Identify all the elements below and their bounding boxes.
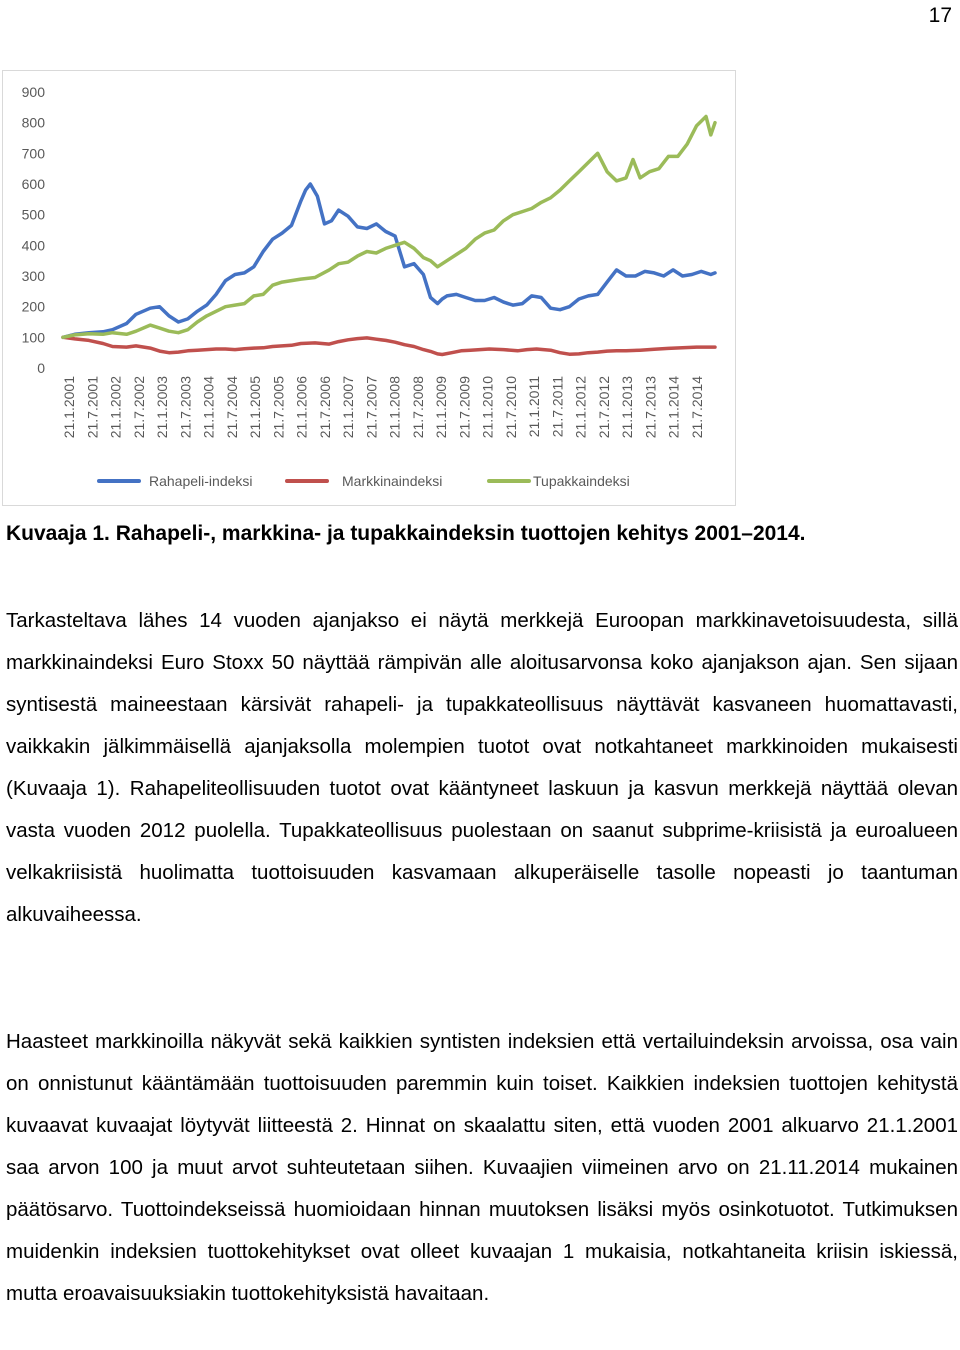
legend-label: Tupakkaindeksi [533, 473, 630, 489]
chart-area [2, 70, 736, 506]
legend-label: Markkinaindeksi [342, 473, 443, 489]
x-tick-label: 21.1.2008 [386, 376, 403, 439]
x-tick-label: 21.1.2013 [619, 376, 636, 439]
y-tick-label: 300 [21, 268, 45, 284]
series-line-2 [63, 337, 715, 354]
x-tick-label: 21.1.2014 [665, 376, 682, 439]
paragraph: Tarkasteltava lähes 14 vuoden ajanjakso ei näytä merkkejä Euroopan markkinavetoisuudesta, sillä markkinaindeksi Euro Stoxx 50 näyttää rämpivän alle aloitusarvonsa koko ajanjakson ajan. Sen sijaan syntisestä maineestaan kärsivät rahapeli- ja tupakkateollisuus näyttävät kasvaneen huomattavasti, vaikkakin jälkimmäisellä ajanjaksolla molempien tuotot ovat notkahtaneet markkinoiden mukaisesti (Kuvaaja 1). Rahapeliteollisuuden tuotot ovat kääntyneet laskuun ja kasvun merkkejä näyttää olevan vasta vuoden 2012 puolella. Tupakkateollisuus puolestaan on saanut subprime-kriisistä ja euroalueen velkakriisistä huolimatta tuottoisuuden kasvamaan alkuperäiselle tasolle nopeasti jo taantuman alkuvaiheessa. [6, 609, 958, 926]
x-tick-label: 21.7.2005 [270, 376, 287, 439]
y-tick-label: 400 [21, 237, 45, 254]
line-chart [3, 71, 735, 505]
y-tick-label: 200 [21, 298, 45, 315]
legend-label: Rahapeli-indeksi [149, 473, 253, 489]
x-tick-label: 21.1.2012 [572, 376, 589, 439]
x-tick-label: 21.7.2002 [130, 376, 147, 439]
x-tick-label: 21.7.2010 [502, 376, 519, 439]
series-line-3 [63, 117, 715, 338]
x-tick-label: 21.1.2011 [526, 376, 543, 438]
x-tick-label: 21.1.2007 [340, 376, 357, 439]
x-tick-label: 21.7.2014 [689, 376, 705, 439]
x-tick-label: 21.7.2011 [549, 376, 566, 438]
x-tick-label: 21.1.2002 [107, 376, 124, 439]
y-tick-label: 700 [21, 145, 45, 162]
x-tick-label: 21.1.2005 [247, 376, 264, 439]
x-tick-label: 21.7.2004 [223, 376, 240, 439]
y-tick-label: 800 [21, 114, 45, 131]
x-tick-label: 21.1.2003 [154, 376, 171, 439]
x-tick-label: 21.1.2006 [293, 376, 310, 439]
y-tick-label: 900 [21, 84, 45, 100]
x-tick-label: 21.7.2001 [84, 376, 101, 439]
paragraph: Haasteet markkinoilla näkyvät sekä kaikkien syntisten indeksien että vertailuindeksin arvoissa, osa vain on onnistunut kääntämään tuottoisuuden paremmin kuin toiset. Kaikkien indeksien tuottojen kehitystä kuvaavat kuvaajat löytyvät liitteestä 2. Hinnat on skaalattu siten, että vuoden 2001 alkuarvo 21.1.2001 saa arvon 100 ja muut arvot suhteutetaan siihen. Kuvaajien viimeinen arvo on 21.11.2014 mukainen päätösarvo. Tuottoindekseissä huomioidaan hinnan muutoksen lisäksi myös osinkotuotot. Tutkimuksen muidenkin indeksien tuottokehitykset ovat olleet kuvaajan 1 mukaisia, notkahtaneita kriisin iskiessä, mutta eroavaisuuksiakin tuottokehityksistä havaitaan. [6, 1030, 958, 1305]
x-tick-label: 21.7.2013 [642, 376, 659, 439]
y-tick-label: 600 [21, 176, 45, 192]
x-tick-label: 21.1.2001 [61, 376, 77, 439]
series-line-1 [63, 184, 715, 337]
page-number: 17 [928, 4, 952, 27]
x-tick-label: 21.1.2010 [479, 376, 496, 439]
x-tick-label: 21.7.2007 [363, 376, 380, 439]
x-tick-label: 21.7.2003 [177, 376, 194, 439]
y-tick-label: 100 [21, 329, 45, 346]
figure-caption: Kuvaaja 1. Rahapeli-, markkina- ja tupakkaindeksin tuottojen kehitys 2001–2014. [6, 522, 806, 545]
x-tick-label: 21.7.2008 [409, 376, 426, 439]
x-tick-label: 21.7.2009 [456, 376, 473, 439]
x-tick-label: 21.1.2009 [433, 376, 450, 439]
y-tick-label: 500 [21, 206, 45, 223]
y-tick-label: 0 [37, 360, 45, 376]
x-tick-label: 21.7.2006 [316, 376, 333, 439]
x-tick-label: 21.7.2012 [595, 376, 612, 439]
x-tick-label: 21.1.2004 [200, 376, 217, 439]
